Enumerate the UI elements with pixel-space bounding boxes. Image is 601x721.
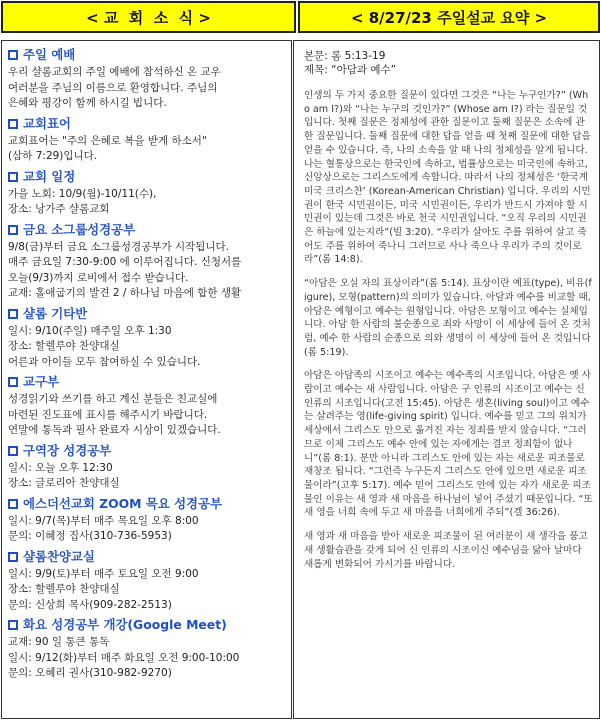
square-bullet-icon	[8, 50, 18, 60]
square-bullet-icon	[8, 620, 18, 630]
announcement-line: 일시: 9/9(토)부터 매주 토요일 오전 9:00	[8, 567, 199, 580]
square-bullet-icon	[8, 552, 18, 562]
announcement-section	[8, 549, 289, 614]
announcement-line: 여러분을 주님의 이름으로 환영합니다. 주님의	[8, 81, 218, 94]
announcement-section	[8, 116, 289, 165]
square-bullet-icon	[8, 499, 18, 509]
announcement-line: 교재: 홀애굽기의 발견 2 / 하나님 마음에 합한 생활	[8, 287, 242, 299]
announcement-title	[8, 549, 289, 565]
announcement-title	[8, 496, 289, 512]
announcement-section	[8, 374, 289, 439]
announcement-title	[8, 222, 289, 238]
announcement-title	[8, 443, 289, 459]
announcement-title	[8, 617, 289, 633]
announcement-section	[8, 443, 289, 492]
sermon-panel	[293, 40, 600, 719]
announcement-line: 문의: 이혜정 집사(310-736-5953)	[8, 530, 172, 542]
announcement-line: 일시: 9/10(주일) 매주일 오후 1:30	[8, 324, 172, 337]
announcement-line: 교재: 90 일 통큰 통독	[8, 636, 110, 648]
announcement-line: 오늘(9/3)까지 로비에서 접수 받습니다.	[8, 271, 189, 284]
announcements-banner: < 교 회 소 식 >	[1, 1, 296, 33]
announcement-title	[8, 169, 289, 185]
announcement-section	[8, 617, 289, 682]
sermon-paragraph: “아담은 오실 자의 표상이라”(롬 5:14). 표상이란 예표(type), 비유(figure), 모형(pattern)의 의미가 있습니다. 아담과 예수를 비교할 때, 아담은 예형이고 예수는 원형입니다. 아담은 모형이고 예수는 실체입니다. 아담 한 사람의 불순종으로 죄와 사망이 이 세상에 들어 온 것처럼, 예수 한 사람의 순종으로 의와 생명이 이 세상에 들어 온 것입니다(롬 5:19).	[304, 278, 592, 358]
announcement-line: (삼하 7:29)입니다.	[8, 150, 98, 162]
announcement-title-text: 교회 일정	[23, 168, 76, 184]
announcement-line: 은혜와 평강이 함께 하시길 빕니다.	[8, 97, 167, 109]
sermon-paragraph: 새 영과 새 마음을 받아 새로운 피조물이 된 여러분이 새 생각을 품고 새 생활습관을 갖게 되어 신 인류의 시조이신 예수님을 닮아 날마다 새롭게 변화되어 가시기를 바랍니다.	[304, 531, 588, 570]
announcement-title-text: 화요 성경공부 개강(Google Meet)	[23, 617, 227, 632]
announcement-title	[8, 306, 289, 322]
announcement-section	[8, 47, 289, 112]
announcement-line: 매주 금요일 7:30-9:00 에 이루어집니다. 신청서를	[8, 256, 242, 268]
announcement-line: 성경읽기와 쓰기를 하고 계신 분들은 친교실에	[8, 393, 218, 405]
announcement-title-text: 샬롬 기타반	[23, 305, 88, 321]
square-bullet-icon	[8, 225, 18, 235]
announcement-line: 마련된 진도표에 표시를 해주시기 바랍니다.	[8, 408, 208, 421]
announcement-title	[8, 116, 289, 132]
announcement-line: 장소: 글로리아 찬양대실	[8, 477, 120, 489]
announcement-title	[8, 374, 289, 390]
announcement-line: 장소: 낭가주 샬롬교회	[8, 203, 110, 215]
announcement-line: 장소: 할렐루야 찬양대실	[8, 340, 120, 352]
square-bullet-icon	[8, 119, 18, 129]
announcements-list	[8, 47, 289, 682]
announcement-title-text: 주일 예배	[23, 47, 76, 62]
announcement-section	[8, 496, 289, 545]
square-bullet-icon	[8, 309, 18, 319]
announcement-title-text: 교구부	[23, 374, 59, 389]
announcement-line: 문의: 신상희 목사(909-282-2513)	[8, 598, 172, 611]
square-bullet-icon	[8, 172, 18, 182]
sermon-body	[304, 89, 593, 571]
announcement-section	[8, 169, 289, 218]
sermon-paragraph: 인생의 두 가지 중요한 질문이 있다면 그것은 “나는 누구인가?” (Who am I?)와 “나는 누구의 것인가?” (Whose am I?) 라는 질문일 것입니다. 첫째 질문은 정체성에 관한 질문이고 둘째 질문은 소속에 관한 질문입니다. 둘째 질문에 대한 답을 얻을 때 첫째 질문에 대한 답을 얻을 수 있습니다. 즉, 나의 소속을 알 때 나의 정체성을 알게 됩니다. 나는 혈통상으로는 한국인에 속하고, 법률상으로는 미국인에 속하고, 신앙상으로는 그리스도에게 속합니다. 따라서 나의 정체성은 ‘한국계 미국 크리스챤’ (Korean-American Christian) 입니다. 우리의 시민권이 한국 시민권이든, 미국 시민권이든, 우리가 반드시 가져야 할 시민권이 있는데 그것은 바로 천국 시민권입니다. “오직 우리의 시민권은 하늘에 있는지라”(빌 3:20). “우리가 살아도 주를 위하여 살고 죽어도 주를 위하여 죽나니 그러므로 사나 죽으나 우리가 주의 것이로라”(롬 14:8).	[304, 90, 591, 266]
announcement-line: 일시: 9/7(목)부터 매주 목요일 오후 8:00	[8, 514, 199, 527]
announcement-line: 장소: 할렐루야 찬양대실	[8, 583, 120, 595]
square-bullet-icon	[8, 377, 18, 387]
sermon-title: 제목: “아담과 예수”	[304, 64, 397, 76]
announcement-line: 연말에 통독과 필사 완료자 시상이 있겠습니다.	[8, 424, 221, 436]
announcement-line: 문의: 오혜리 권사(310-982-9270)	[8, 667, 172, 679]
sermon-banner: < 8/27/23 주일설교 요약 >	[298, 1, 600, 33]
square-bullet-icon	[8, 446, 18, 456]
announcement-line: 교회표어는 "주의 은혜로 복을 받게 하소서"	[8, 134, 207, 147]
announcement-section	[8, 222, 289, 302]
announcement-line: 일시: 9/12(화)부터 매주 화요일 오전 9:00-10:00	[8, 651, 240, 664]
sermon-paragraph: 아담은 아담족의 시조이고 예수는 예수족의 시조입니다. 아담은 옛 사람이고 예수는 새 사람입니다. 아담은 구 인류의 시조이고 예수는 신 인류의 시조입니다(고전 15:45). 아담은 생혼(living soul)이고 예수는 살려주는 영(life-giving spirit) 입니다. 예수를 믿고 그의 위치가 세상에서 그리스도 안으로 옮겨진 자는 정죄를 받지 않습니다. “그러므로 이제 그리스도 예수 안에 있는 자에게는 결코 정죄함이 없나니”(롬 8:1). 분만 아니라 그리스도 안에 있는 자는 새로운 피조물로 재창조 됩니다. “그런즉 누구든지 그리스도 안에 있으면 새로운 피조물이라”(고후 5:17). 예수 믿어 그리스도 안에 있는 자가 새로운 피조물인 이유는 새 영과 새 마음을 하나님이 넣어 주셨기 때문입니다. “또 새 영을 너희 속에 두고 새 마음을 너희에게 주되”(겔 36:26).	[304, 370, 593, 519]
announcement-line: 9/8(금)부터 금요 소그룹성경공부가 시작됩니다.	[8, 240, 230, 253]
announcements-panel	[1, 40, 292, 719]
announcement-title-text: 에스더선교회 ZOOM 목요 성경공부	[23, 495, 222, 511]
announcement-title	[8, 47, 289, 63]
announcement-title-text: 샬롬찬양교실	[23, 548, 95, 564]
announcement-line: 가을 노회: 10/9(월)-10/11(수),	[8, 187, 157, 200]
announcement-title-text: 구역장 성경공부	[23, 442, 112, 458]
announcement-line: 우리 샬롬교회의 주일 예배에 참석하신 온 교우	[8, 66, 221, 78]
announcement-title-text: 교회표어	[23, 115, 71, 131]
announcement-line: 일시: 오늘 오후 12:30	[8, 461, 113, 474]
announcement-title-text: 금요 소그룹성경공부	[23, 221, 136, 237]
announcement-line: 어른과 아이들 모두 참여하실 수 있습니다.	[8, 355, 201, 368]
announcement-section	[8, 306, 289, 371]
sermon-scripture: 본문: 롬 5:13-19	[304, 50, 386, 62]
